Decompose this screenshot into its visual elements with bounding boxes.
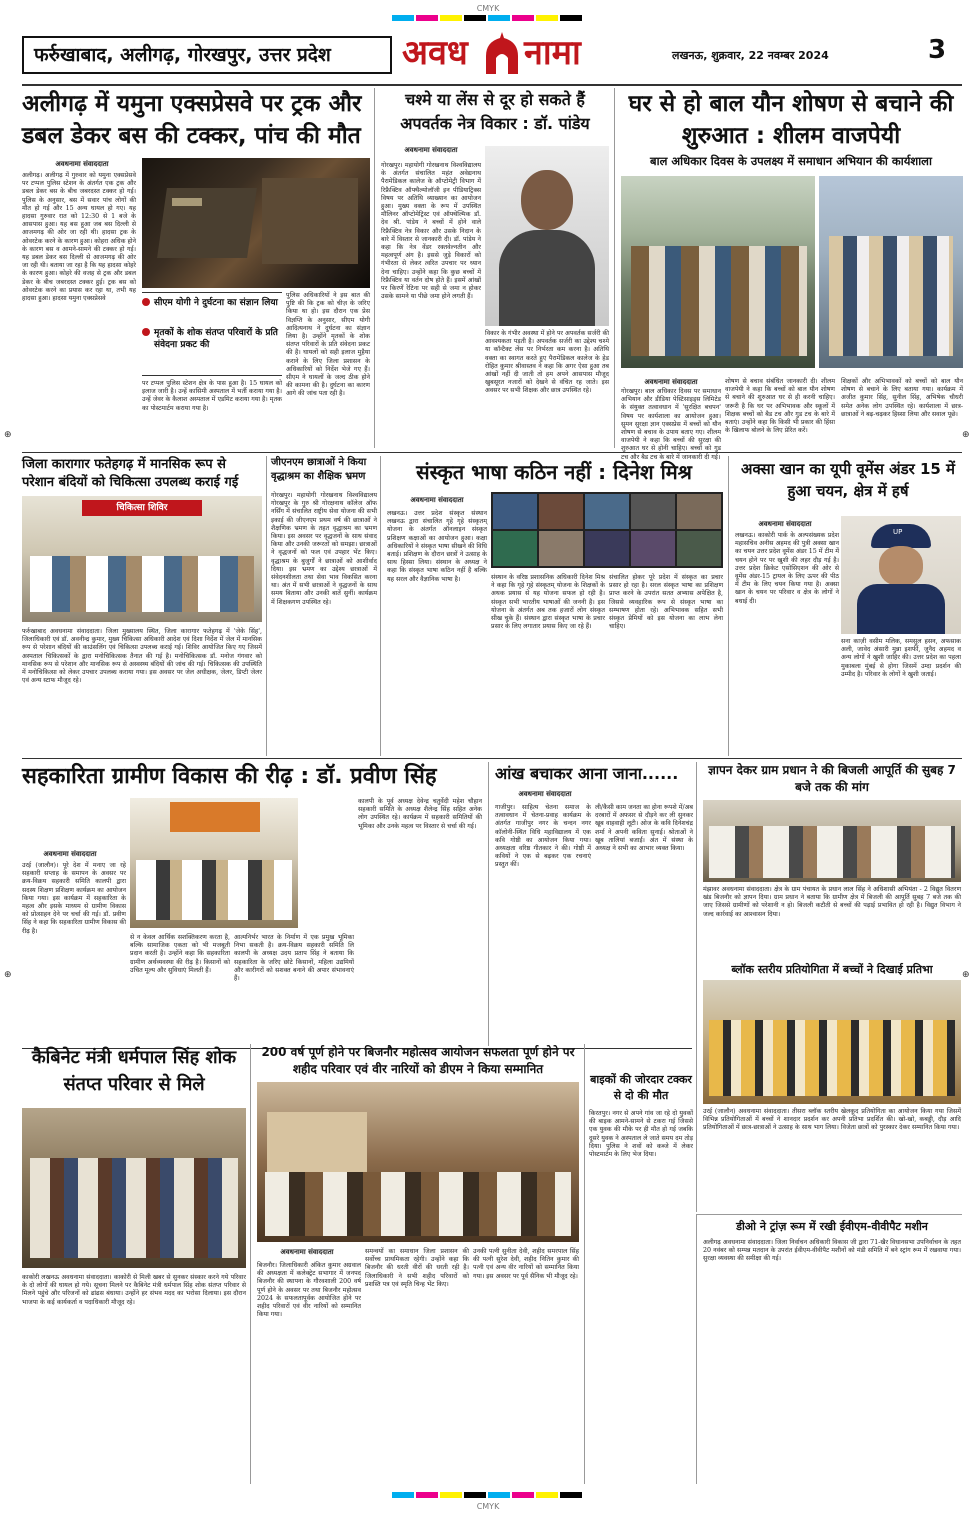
body-col2: संस्थान के वरिष्ठ प्रशासनिक अधिकारी दिनेश मिश्र ने कहा कि गृहे गृहे संस्कृतम् योजना के शिक्षकों के अथक प्रयास से यह योजना सफल हो रही है। संस्कृत सभी भारतीय भाषाओं की जननी है। इस योजना के अंतर्गत अब तक हजारों लोग संस्कृत सीख चुके हैं। संस्थान द्वारा संस्कृत भाषा के प्रचार प्रसार के लिए लगातार प्रयास किए जा रहे हैं। xyxy=(491,574,605,631)
colorbar-top-label: CMYK xyxy=(476,4,500,13)
jail-banner: चिकित्सा शिविर xyxy=(82,500,202,516)
body-col3: संचालित होकर पूरे प्रदेश में संस्कृत का प्रचार प्रसार हो रहा है। सरल संस्कृत भाषा का प्रशिक्षण प्राप्त करने के उपरांत सतत अभ्यास अपेक्षित है, जिससे व्यवहारिक रूप से संस्कृत भाषा का सम्भाषण होता रहे। अभिभावक सहित सभी संस्कृत प्रेमियों को इस योजना का लाभ लेना चाहिए। xyxy=(609,574,723,631)
body-col1: लखनऊ। उत्तर प्रदेश संस्कृत संस्थान लखनऊ द्वारा संचालित गृहे गृहे संस्कृतम् योजना के अंतर्गत ऑनलाइन संस्कृत प्रशिक्षण कक्षाओं का आयोजन हुआ। कक्षा अधिकारियों ने संस्कृत भाषा सीखने की विधि बताई। प्रशिक्षण के दौरान छात्रों ने उत्साह के साथ हिस्सा लिया। संस्थान के अध्यक्ष ने कहा कि संस्कृत भाषा कठिन नहीं है बल्कि यह सरल और वैज्ञानिक भाषा है। xyxy=(387,510,487,583)
body-col2: ली/कैसी काम जनता का होना रूपशे में/अब दरबारों में अफसर से दौड़ने कर ली सुनकर खूब वाहवाही लूटी। ओज के कवि दिनेशचंद्र शर्मा ने अपनी कविता सुनाई। श्रोताओं ने खूब तालियां बजाईं। अंत में संस्था के अध्यक्ष ने सभी का आभार व्यक्त किया। xyxy=(595,804,693,853)
body-col2: समन्वयों का समाधान जिला प्रशासन की सर्वोच्च प्राथमिकता रहेगी। उन्होंने कहा कि बिजनौर की धरती वीरों की धरती रही है। जिलाधिकारी ने सभी शहीद परिवारों को प्रशस्ति पत्र एवं स्मृति चिन्ह भेंट किए। xyxy=(365,1248,469,1288)
story-aankh xyxy=(488,762,692,1046)
headline: ज्ञापन देकर ग्राम प्रधान ने की बिजली आपूर्ति की सुबह 7 बजे तक की मांग xyxy=(708,763,956,794)
body-col2: पुलिस अधिकारियों ने इस बात की पुष्टि की कि ट्रक को चीज़ के जरिए किया था हो। इस दौरान एक प्रेस विज्ञप्ति के अनुसार, सीएम योगी आदित्यनाथ ने दुर्घटना का संज्ञान लिया है। उन्होंने मृतकों के शोक संतप्त परिवारों के प्रति संवेदना प्रकट की है। घायलों को सही इलाज मुहैया कराने के लिए जिला प्रशासन के अधिकारियों को निर्देश भेजे गए हैं। सीएम ने घायलों के जल्द ठीक होने की कामना की है। दुर्घटना का कारण आगे की जांच पता रही है। xyxy=(286,292,370,398)
player-photo xyxy=(841,516,961,634)
story-bijnor xyxy=(250,1044,580,1484)
highlight-1 xyxy=(142,297,280,309)
subhead: बाल अधिकार दिवस के उपलक्ष्य में समाधान अभियान की कार्यशाला xyxy=(650,154,932,168)
workshop-photo xyxy=(621,176,815,368)
body-col2: सना काज़ी वसीम मलिक, समसुल हसन, अफसाक अली, जावेद अंसारी मुन्ना इशर्फी, जुनैद अहमद व अन्य लोगों ने खुशी जाहिर की। उत्तर प्रदेश का पहला मुकाबला मुंबई से होगा जिसमें उम्दा प्रदर्शन की उम्मीद है। परिवार के लोगों ने खुशी जताई। xyxy=(841,638,961,678)
headline: बाइकों की जोरदार टक्कर से दो की मौत xyxy=(590,1073,692,1102)
highlight-2-text: मृतकों के शोक संतप्त परिवारों के प्रति संवेदना प्रकट की xyxy=(154,328,278,350)
story-jail xyxy=(22,456,262,756)
byline: अवधनामा संवाददाता xyxy=(404,146,458,154)
color-registration-strip-bottom xyxy=(392,1492,582,1498)
masthead-rule xyxy=(22,84,962,86)
gyapan-photo xyxy=(703,800,961,882)
color-registration-strip xyxy=(392,15,582,21)
reg-mark-left-lower: ⊕ xyxy=(4,970,12,980)
colorbar-bottom xyxy=(0,1490,975,1519)
story-kabinet xyxy=(22,1044,246,1484)
body: किरतपुर। नगर से अपने गांव जा रहे दो युवकों की बाइक आमने-सामने से टकरा गई जिससे एक युवक की मौके पर ही मौत हो गई जबकि दूसरे युवक ने अस्पताल ले जाते समय दम तोड़ दिया। पुलिस ने शवों को कब्जे में लेकर पोस्टमार्टम के लिए भेज दिया। xyxy=(589,1110,693,1159)
video-call-screenshot xyxy=(491,492,723,568)
story-aksa xyxy=(728,456,962,756)
body-col1: अलीगढ़। अलीगढ़ में गुरुवार को यमुना एक्सप्रेसवे पर टप्पल पुलिस स्टेशन के अंतर्गत एक ट्रक और डबल डेकर बस के बीच जबरदस्त टक्कर हो गई। पुलिस के अनुसार, बस में सवार पांच लोगों की मौत हो गई और 15 अन्य घायल हो गए। यह हादसा गुरुवार रात को 12:30 से 1 बजे के आसपास हुआ। यह बस हुआ जब बस दिल्ली से आजमगढ़ की ओर जा रही थी। हादसा ट्रक के ओवरटेक करने के कारण हुआ। कोहरा अधिक होने के कारण बस व आमने-सामने की टक्कर हो गई। यह डबल डेकर बस दिल्ली से आजमगढ़ की ओर जा रही थी। बताया जा रहा है कि यह हादसा कोहरे के कारण हुआ। कोहरे की वजह से ट्रक और डबल डेकर के बीच जबरदस्त टक्कर हुई। ट्रक बस को ओवरटेक करने का प्रयास कर रहा था, तभी यह हादसा हुआ। हादसा यमुना एक्सप्रेसवे xyxy=(22,172,136,303)
dateline: लखनऊ, शुक्रवार, 22 नवम्बर 2024 xyxy=(672,49,829,62)
dome-icon xyxy=(480,30,524,76)
body-col1: उरई (जालौन)। पूरे देश में मनाए जा रहे सहकारी सप्ताह के समापन के अवसर पर क्रय-विक्रय सहकारी समिति कालपी द्वारा सदस्य शिक्षण प्रशिक्षण कार्यक्रम का आयोजन किया गया। इस कार्यक्रम में सहकारिता के महत्व और इसके माध्यम से ग्रामीण विकास को प्रोत्साहन देने पर चर्चा की गई। डॉ. प्रवीण सिंह ने कहा कि सहकारिता ग्रामीण विकास की रीढ़ है। xyxy=(22,862,126,935)
colorbar-bottom-label: CMYK xyxy=(476,1502,500,1511)
highlight-box xyxy=(142,292,282,376)
story-bike xyxy=(584,1044,692,1484)
story-gnm xyxy=(266,456,376,756)
jail-camp-photo xyxy=(22,496,262,622)
headline: घर से हो बाल यौन शोषण से बचाने की शुरुआत : शीलम वाजपेयी xyxy=(628,91,954,149)
headline: संस्कृत भाषा कठिन नहीं : दिनेश मिश्र xyxy=(416,460,692,484)
story-eye xyxy=(374,88,610,448)
body-col1: लखनऊ। काकोरी पार्क के अल्पसंख्यक प्रदेश महासचिव अनीस अहमद की पुत्री अक्सा खान का चयन उत्तर प्रदेश वूमेंस अंडर 15 में टीम में चयन होने पर पर खुशी की लहर दौड़ गई है। उत्तर प्रदेश क्रिकेट एसोसिएशन की ओर से वूमेंस अंडर-15 ट्रायल के लिए ऊपर की पीठ में टीम के लिए चयन किया गया है। अक्सा खान के चयन पर परिवार व क्षेत्र के लोगों ने बधाई दी। xyxy=(735,532,839,605)
headline: सहकारिता ग्रामीण विकास की रीढ़ : डॉ. प्रवीण सिंह xyxy=(22,764,437,789)
colorbar-top xyxy=(0,0,975,24)
body-col3: आत्मनिर्भर भारत के निर्माण में एक प्रमुख भूमिका निभा सकती है। क्रय-विक्रय सहकारी समिति लि कालपी के अध्यक्ष उदय प्रताप सिंह ने बताया कि सहकारिता के जरिए छोटे किसानों, महिला उद्यमियों और कारीगरों को सशक्त बनाने की अपार संभावनाएं हैं। xyxy=(234,934,354,983)
body: काकोरी लखनऊ अवधनामा संवाददाता। काकोरी से मिली खबर से सुनकर संस्कार करने गये परिवार के दो लोगों की घायल हो गये। सूचना मिलने पर कैबिनेट मंत्री धर्मपाल सिंह शोक संतप्त परिवार से मिलने पहुंचे और परिजनों को ढांढस बंधाया। उन्होंने हर संभव मदद का भरोसा दिलाया। इस दौरान भाजपा के कई कार्यकर्ता व पदाधिकारी मौजूद रहे। xyxy=(22,1274,246,1306)
body-col1: गोरखपुर। महायोगी गोरखनाथ विश्वविद्यालय के अंतर्गत संचालित महंत अवेद्यनाथ पैरामेडिकल कालेज के ऑप्टोमेट्री विभाग में रिफ्रैक्टिव ऑफ्थैल्मोलॉजी इन पीडियाट्रिक्स विषय पर अतिथि व्याख्यान का आयोजन हुआ। मुख्य वक्ता के रूप में उपस्थित मौलिनर ऑप्टोमेट्रिस्ट एवं ऑफ्थेल्मिक डॉ. देव श्री. पांडेय ने बच्चों में होने वाले रिफ्रैक्टिव नेत्र विकार और उसके निदान के बारे में विस्तार से जानकारी दी। डॉ. पांडेय ने कहा कि नेत्र वेंडर रक्तवेल्नतीन और महत्वपूर्ण अंग है। इससे जुड़े विकारों को गंभीरता से लेकर त्वरित उपचार पर ध्यान देना चाहिए। उन्होंने कहा कि कुछ बच्चों में रिफ्रैक्टिव या वर्तन दोष होते हैं। इसमें आंखों पर किरणें रेटिना पर सही से जमा न होकर उसके सामने या पीछे जमा होने लगती हैं। xyxy=(381,162,481,301)
reg-mark-left: ⊕ xyxy=(4,430,12,440)
headline: अक्सा खान का यूपी वूमेंस अंडर 15 में हुआ चयन, क्षेत्र में हर्ष xyxy=(740,460,956,500)
headline: डीओ ने ट्रांज़ रूम में रखी ईवीएम-वीवीपैट मशीन xyxy=(736,1220,928,1233)
doctor-photo xyxy=(485,146,609,326)
headline: ब्लॉक स्तरीय प्रतियोगिता में बच्चों ने दिखाई प्रतिभा xyxy=(731,963,933,976)
subhead-bar xyxy=(621,154,961,172)
byline: अवधनामा संवाददाता xyxy=(518,790,572,798)
row-divider-2 xyxy=(22,758,962,759)
body-col4: कालपी के पूर्व अध्यक्ष देवेन्द्र चतुर्वेदी महेश चौहान सहकारी समिति के अध्यक्ष शैलेन्द्र सिंह सहित अनेक लोग उपस्थित रहे। कार्यक्रम में सहकारी समितियों की भूमिका और उनके महत्व पर विस्तार से चर्चा की गई। xyxy=(358,798,482,830)
story-praveen xyxy=(22,762,482,1046)
honour-ceremony-photo xyxy=(257,1082,579,1242)
body-col3: उनकी पत्नी सुनीता देवी, शहीद समरपाल सिंह की पत्नी सुरेश देवी, शहीद नितिन कुमार की पत्नी एवं अन्य वीर नारियों को सम्मानित किया गया। इस अवसर पर पूर्व सैनिक भी मौजूद रहे। xyxy=(473,1248,579,1280)
body-col1: बिजनौर। जिलाधिकारी अंकित कुमार अग्रवाल की अध्यक्षता में कलेक्ट्रेट सभागार में जनपद बिजनौर की स्थापना के गौरवशाली 200 वर्ष पूर्ण होने के अवसर पर तथा बिजनौर महोत्सव 2024 के सफलतापूर्वक आयोजित होने पर शहीद परिवारों एवं वीर नारियों को सम्मानित किया गया। xyxy=(257,1262,361,1319)
body-col1: गाजीपुर। साहित्य चेतना समाज के तत्वावधान में चेतना-प्रवाह कार्यक्रम के अंतर्गत गाजीपुर नगर के चन्दन नगर कॉलोनी-स्थित विधि महाविद्यालय में एक कवि गोष्ठी का आयोजन किया गया। अध्यक्षता वरिष्ठ गीतकार ने की। गोष्ठी में कवियों ने एक से बढ़कर एक रचनाएं प्रस्तुत कीं। xyxy=(495,804,591,869)
headline: अलीगढ़ में यमुना एक्सप्रेसवे पर ट्रक और डबल डेकर बस की टक्कर, पांच की मौत xyxy=(22,91,362,149)
body-col1: गोरखपुर। बाल अधिकार दिवस पर समाधान अभियान और डीडिया पेस्टिसाइड्स लिमिटेड के संयुक्त तत्वावधान में 'सुरक्षित बचपन' विषय पर कार्यशाला का आयोजन हुआ। सुमन सुरक्षा ज्ञान एक्सप्रेस में बच्चों को यौन शोषण से बचाव के उपाय बताए गए। शीलम वाजपेयी ने कहा कि बच्चों की सुरक्षा की शुरुआत घर से होनी चाहिए। बच्चों को गुड टच और बैड टच के बारे में जानकारी दी गई। xyxy=(621,388,721,461)
story-block xyxy=(696,962,962,1212)
body: मंझावर अवधनामा संवाददाता। क्षेत्र के ग्राम पंचायत के प्रधान लाल सिंह ने अधिशासी अभियंता - 2 विद्युत वितरण खंड बिजनौर को ज्ञापन दिया। ग्राम प्रधान ने बताया कि ग्रामीण क्षेत्र में बिजली की आपूर्ति सुबह 7 बजे तक की जाए जिससे ग्रामीणों को परेशानी न हो। बिजली कटौती से बच्चों की पढ़ाई प्रभावित हो रही है। विद्युत विभाग ने जल्द कार्रवाई का आश्वासन दिया। xyxy=(703,886,961,918)
reg-mark-right-lower: ⊕ xyxy=(962,970,970,980)
story-shailam xyxy=(614,88,963,461)
body-col3: पर टप्पल पुलिस स्टेशन क्षेत्र के पास हुआ है। 15 घायल को इलाज जारी है। उन्हें कासिमी अस्पताल में भर्ती कराया गया है। उन्हें जेवर के कैलाश अस्पताल में एडमिट कराया गया है। मृतक का पोस्टमार्टम कराया गया है। xyxy=(142,380,282,412)
cities-banner xyxy=(22,36,392,74)
story-gyapan xyxy=(696,762,962,962)
students-group-photo xyxy=(703,980,961,1104)
body: फर्रुखाबाद अवधनामा संवाददाता। जिला मुख्यालय स्थित, जिला कारागार फतेहगढ़ में 'जेके सिंह', जिलाधिकारी एवं डॉ. अवनीन्द्र कुमार, मुख्य चिकित्सा अधिकारी आदेश एवं दिशा निर्देश में जेल में मानसिक रूप से परेशान बंदियों की काउंसलिंग एवं चिकित्सा उपलब्ध कराई गई। शिविर आयोजित किए गए जिसमें अस्पताल चिकित्सकों के द्वारा मनोचिकित्सक तैनात की गई है। मनोचिकित्सक डॉ. मनोज गंगवार को मानसिक रूप से परेशान और मानसिक रूप से अस्वस्थ्य बंदियों की जांच की गई। चिकित्सक की उपस्थिति में मनोचिकित्सा को लेकर उपचार उपलब्ध कराया गया। इस अवसर पर जेल अधीक्षक, जेलर, डिप्टी जेलर एवं अन्य स्टाफ मौजूद रहे। xyxy=(22,628,262,685)
byline: अवधनामा संवाददाता xyxy=(644,378,698,386)
story-sanskrit xyxy=(380,456,724,756)
row-divider-1 xyxy=(22,452,962,453)
highlight-2 xyxy=(142,327,280,351)
story-dm xyxy=(696,1214,962,1484)
headline: आंख बचाकर आना जाना...... xyxy=(495,764,679,783)
body: उरई (जालौन) अवधनामा संवाददाता। तीसरा ब्लॉक स्तरीय खेलकूद प्रतियोगिता का आयोजन किया गया जिसमें विभिन्न प्रतियोगिताओं में बच्चों ने शानदार प्रदर्शन कर अपनी प्रतिभा प्रदर्शित की। खो-खो, कबड्डी, दौड़ आदि प्रतियोगिताओं में छात्र-छात्राओं ने उत्साह के साथ भाग लिया। विजेता छात्रों को पुरस्कार देकर सम्मानित किया गया। xyxy=(703,1108,961,1132)
bus-crash-photo xyxy=(142,158,370,288)
headline: जीएनएम छात्राओं ने किया वृद्धाश्रम का शैक्षिक भ्रमण xyxy=(271,457,367,482)
story-aligarh xyxy=(22,88,370,448)
logo-left: अवध xyxy=(402,33,468,73)
byline: अवधनामा संवाददाता xyxy=(280,1248,334,1256)
byline: अवधनामा संवाददाता xyxy=(43,850,97,858)
logo-right: नामा xyxy=(524,33,581,73)
body-col2: से न केवल आर्थिक सशक्तिकरण करता है, बल्कि सामाजिक एकता को भी मजबूती प्रदान करती है। उन्होंने कहा कि सहकारिता ग्रामीण अर्थव्यवस्था की रीढ़ है। किसानों को उचित मूल्य और सुविधाएं मिलती हैं। xyxy=(130,934,230,974)
cooperative-meeting-photo xyxy=(130,798,298,928)
byline: अवधनामा संवाददाता xyxy=(758,520,812,528)
body-col3: शिक्षकों और अभिभावकों को बच्चों को बाल यौन शोषण से बचाने के लिए बताया गया। कार्यक्रम में अजीत कुमार सिंह, सुनील सिंह, अभिषेक चौधरी समेत अनेक लोग उपस्थित रहे। कार्यशाला में छात्र-छात्राओं ने बढ़-चढ़कर हिस्सा लिया और सवाल पूछे। xyxy=(841,378,963,418)
cap-logo: UP xyxy=(893,528,903,536)
body: गोरखपुर। महायोगी गोरखनाथ विश्वविद्यालय गोरखपुर के गुरु श्री गोरक्षनाथ कॉलेज ऑफ नर्सिंग में संचालित राष्ट्रीय सेवा योजना की सभी इकाई की जीएनएम प्रथम वर्ष की छात्राओं ने शैक्षणिक भ्रमण के तहत वृद्धाश्रम का भ्रमण किया। इस अवसर पर वृद्धजनों के साथ संवाद किया और उनकी जरूरतों को समझा। छात्राओं ने वृद्धजनों को फल एवं उपहार भेंट किए। वृद्धाश्रम के बुजुर्गों ने छात्राओं को आशीर्वाद दिया। इस भ्रमण का उद्देश्य छात्राओं में संवेदनशीलता तथा सेवा भाव विकसित करना था। अंत में सभी छात्राओं ने वृद्धजनों के साथ समय बिताया और उनकी बातें सुनीं। कार्यक्रम में शिक्षकगण उपस्थित रहे। xyxy=(271,492,377,606)
body-col2: विकार के गंभीर अवस्था में होने पर अपवर्तक सर्जरी की आवश्यकता पड़ती है। अपवर्तक सर्जरी का उद्देश्य चश्मे या कॉन्टैक्ट लेंस पर निर्भरता कम करना है। अतिथि वक्ता का स्वागत करते हुए पैरामेडिकल कालेज के हेड रोहित कुमार श्रीवास्तव ने कहा कि अगर ऐसा हुआ तब आंखों नहीं दी जाती तो हम अपने आसपास मौजूद खुबसूरत नजारों को देखने से वंचित रह जाते। इस अवसर पर सभी शिक्षक और छात्र उपस्थित रहे। xyxy=(485,330,609,395)
highlight-1-text: सीएम योगी ने दुर्घटना का संज्ञान लिया xyxy=(154,298,278,308)
body-col2: शोषण से बचाव संबंधित जानकारी दी। शीलम वाजपेयी ने कहा कि बच्चों को बाल यौन शोषण से बचाने की शुरुआत घर से ही करनी चाहिए। जरूरी है कि घर पर अभिभावक और स्कूलों में शिक्षक बच्चों को बैड टच और गुड टच के बारे में बताएं। उन्होंने कहा कि किसी भी प्रकार की हिंसा के खिलाफ बोलने के लिए प्रेरित करें। xyxy=(725,378,835,435)
minister-visit-photo xyxy=(22,1108,246,1268)
headline: जिला कारागार फतेहगढ़ में मानसिक रूप से परेशान बंदियों को चिकित्सा उपलब्ध कराई गई xyxy=(22,457,239,490)
headline: 200 वर्ष पूर्ण होने पर बिजनौर महोत्सव आयोजन सफलता पूर्ण होने पर शहीद परिवार एवं वीर नारियों को डीएम ने किया सम्मानित xyxy=(261,1045,575,1076)
headline: चश्मे या लेंस से दूर हो सकते हैं अपवर्तक नेत्र विकार : डॉ. पांडेय xyxy=(400,90,590,133)
masthead xyxy=(22,30,962,82)
cities-text: फर्रुखाबाद, अलीगढ़, गोरखपुर, उत्तर प्रदेश xyxy=(34,44,331,66)
reg-mark-right: ⊕ xyxy=(962,430,970,440)
body: अलीगढ़ अवधनामा संवाददाता। जिला निर्वाचन अधिकारी विकास जी द्वारा 71-खैर विधानसभा उपनिर्वाचन के तहत 20 नवंबर को सम्पन्न मतदान के उपरांत ईवीएम-वीवीपैट मशीनों को मंडी समिति में बने स्ट्रांग रूम में रखवाया गया। सुरक्षा व्यवस्था की समीक्षा की गई। xyxy=(703,1239,961,1263)
headline: कैबिनेट मंत्री धर्मपाल सिंह शोक संतप्त परिवार से मिले xyxy=(31,1047,237,1095)
byline: अवधनामा संवाददाता xyxy=(410,496,464,504)
byline: अवधनामा संवाददाता xyxy=(55,160,109,168)
logo xyxy=(402,30,612,80)
students-photo xyxy=(819,176,963,368)
page-number: 3 xyxy=(928,35,947,65)
